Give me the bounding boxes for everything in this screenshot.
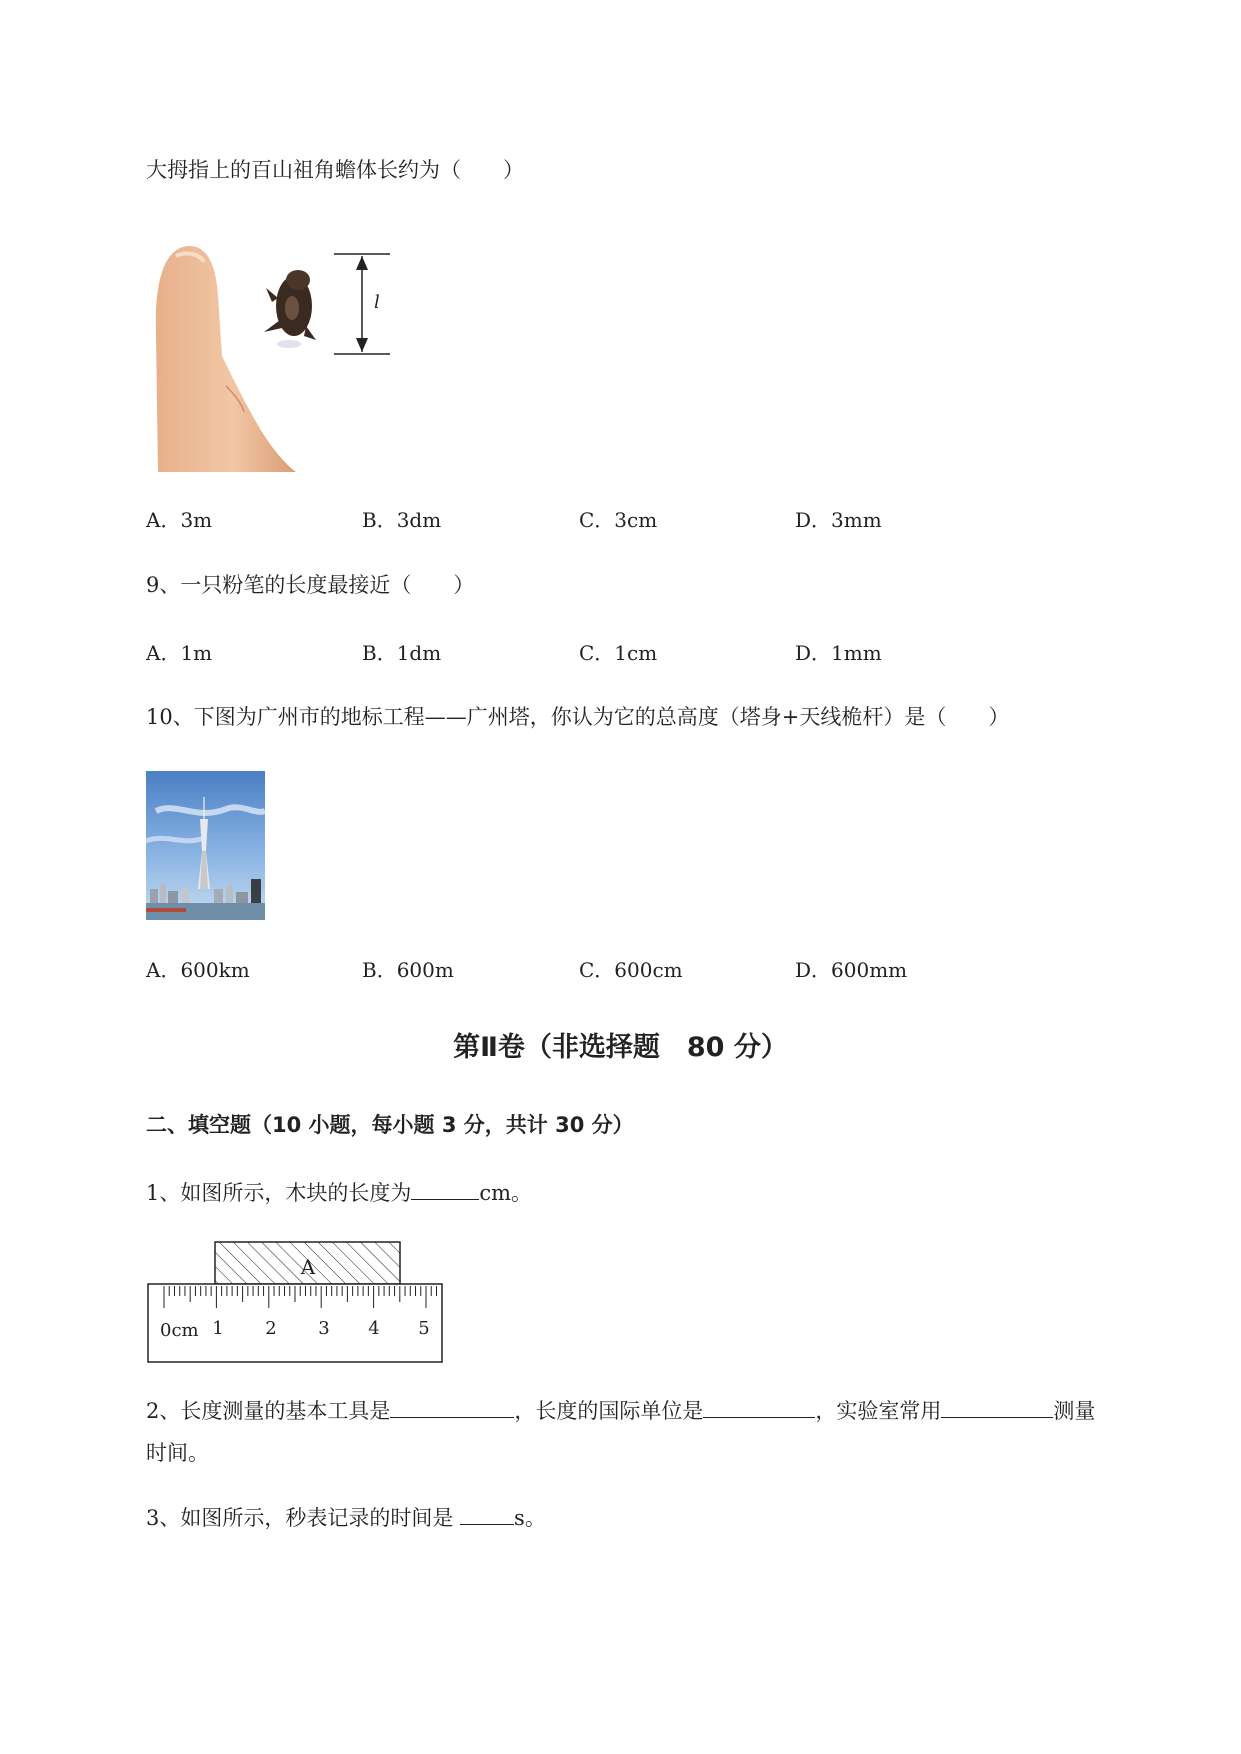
length-label: l (374, 292, 380, 313)
fill3-prefix: 3、如图所示，秒表记录的时间是 (146, 1506, 461, 1530)
fill2-text-5: 时间。 (146, 1441, 209, 1465)
ruler-figure (146, 1240, 446, 1366)
fill1-prefix: 1、如图所示，木块的长度为 (146, 1181, 412, 1205)
q9-stem: 9、一只粉笔的长度最接近（ ） (146, 573, 475, 597)
q10-stem: 10、下图为广州市的地标工程——广州塔，你认为它的总高度（塔身+天线桅杆）是（ ） (146, 705, 1010, 729)
fill2-blank-si-unit[interactable] (703, 1399, 815, 1418)
q10-option-d[interactable]: D．600mm (795, 958, 908, 982)
q8-option-c[interactable]: C．3cm (579, 508, 658, 532)
block-label: A (300, 1255, 316, 1279)
fill1-stem (146, 1178, 532, 1208)
frog-shape (264, 270, 316, 348)
q8-option-b[interactable]: B．3dm (362, 508, 442, 532)
thumb-frog-figure (146, 236, 396, 472)
q10-option-c[interactable]: C．600cm (579, 958, 683, 982)
q10-option-a[interactable]: A．600km (146, 958, 250, 982)
fill1-suffix: cm。 (479, 1181, 533, 1205)
fill3-suffix: s。 (514, 1506, 546, 1530)
fill2-blank-timer[interactable] (941, 1399, 1053, 1418)
fill3-answer-blank[interactable] (460, 1506, 514, 1525)
ruler-number-5: 5 (418, 1318, 430, 1339)
q9-option-c[interactable]: C．1cm (579, 641, 658, 665)
q8-option-d[interactable]: D．3mm (795, 508, 882, 532)
fill2-text-1: 2、长度测量的基本工具是 (146, 1399, 391, 1423)
part2-title: 第Ⅱ卷（非选择题 80 分） (453, 1032, 788, 1063)
canton-tower-photo (146, 771, 265, 920)
q10-option-b[interactable]: B．600m (362, 958, 454, 982)
ruler-number-2: 2 (265, 1318, 277, 1339)
ruler-zero-label: 0cm (160, 1320, 199, 1341)
q9-option-a[interactable]: A．1m (146, 641, 213, 665)
fill-blank-section-heading: 二、填空题（10 小题，每小题 3 分，共计 30 分） (146, 1113, 634, 1137)
fill2-text-2: ，长度的国际单位是 (514, 1399, 704, 1423)
q9-option-b[interactable]: B．1dm (362, 641, 442, 665)
q8-stem: 大拇指上的百山祖角蟾体长约为（ ） (146, 158, 524, 182)
ruler-number-3: 3 (318, 1318, 330, 1339)
fill2-stem (146, 1390, 1156, 1474)
fill2-text-3: ，实验室常用 (815, 1399, 942, 1423)
ruler-number-1: 1 (212, 1318, 224, 1339)
thumb-shape (156, 246, 296, 472)
fill2-text-4: 测量 (1053, 1399, 1096, 1423)
fill1-answer-blank[interactable] (411, 1181, 479, 1200)
ruler-number-4: 4 (368, 1318, 380, 1339)
q9-option-d[interactable]: D．1mm (795, 641, 882, 665)
fill2-blank-tool[interactable] (390, 1399, 514, 1418)
q8-option-a[interactable]: A．3m (146, 508, 213, 532)
fill3-stem (146, 1503, 546, 1533)
